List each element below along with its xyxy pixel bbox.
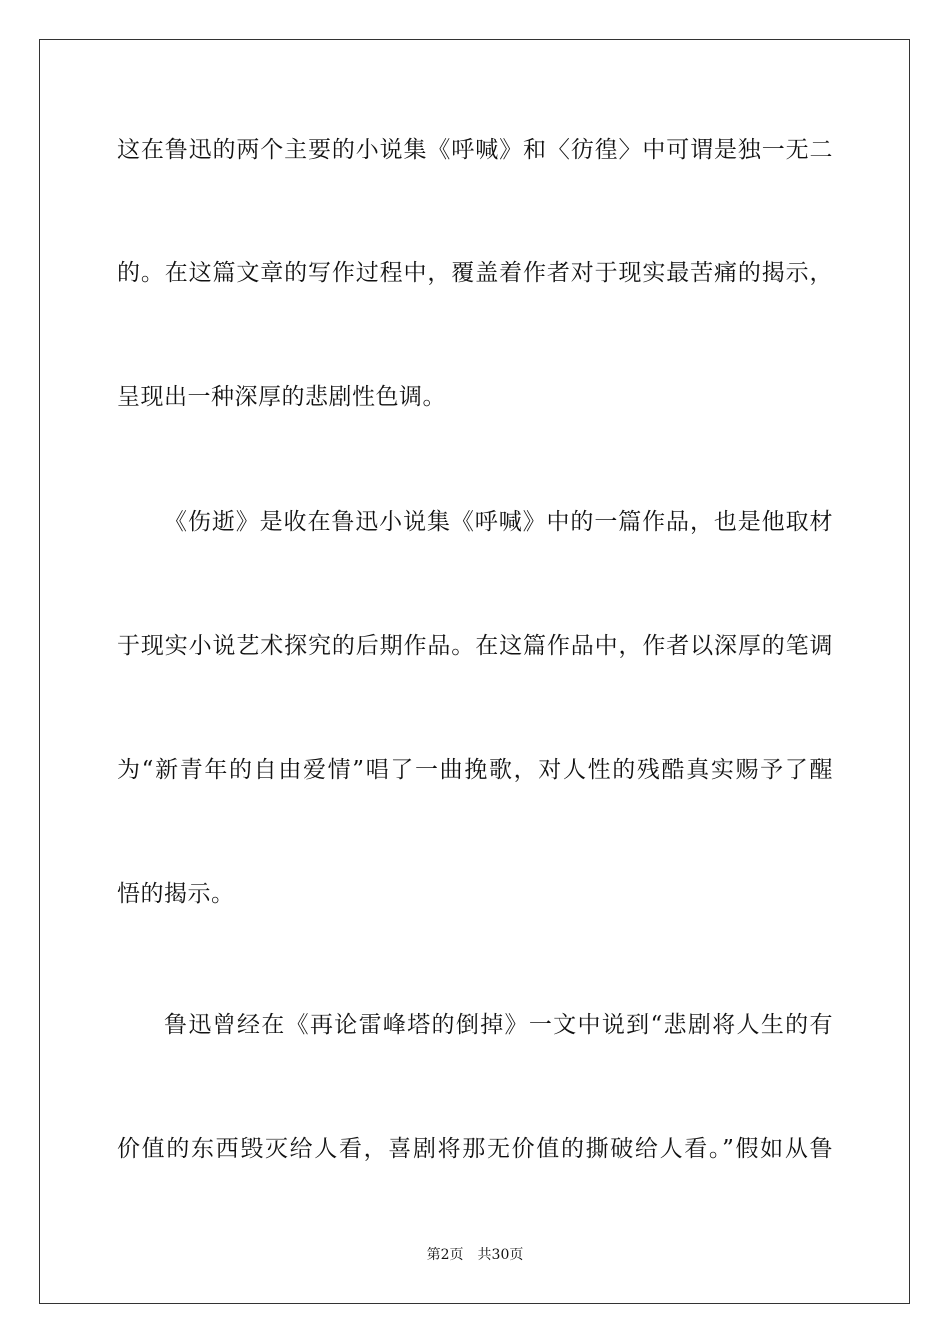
page-total: 共30页 [477, 1247, 524, 1263]
page-border [39, 39, 910, 1304]
page-footer [0, 1246, 950, 1264]
text-line: 呈现出一种深厚的悲剧性色调。 [117, 384, 446, 410]
text-line: 鲁迅曾经在《再论雷峰塔的倒掉》一文中说到“悲剧将人生的有 [164, 1012, 833, 1038]
text-line: 于现实小说艺术探究的后期作品。在这篇作品中，作者以深厚的笔调 [117, 633, 833, 659]
page-number: 第2页 [426, 1247, 464, 1263]
text-line: 《伤逝》是收在鲁迅小说集《呼喊》中的一篇作品，也是他取材 [164, 509, 833, 535]
text-line: 的。在这篇文章的写作过程中，覆盖着作者对于现实最苦痛的揭示， [117, 260, 833, 286]
text-line: 价值的东西毁灭给人看，喜剧将那无价值的撕破给人看。”假如从鲁 [117, 1136, 833, 1162]
text-line: 悟的揭示。 [117, 881, 235, 907]
text-line: 这在鲁迅的两个主要的小说集《呼喊》和〈彷徨〉中可谓是独一无二 [117, 137, 833, 163]
text-line: 为“新青年的自由爱情”唱了一曲挽歌，对人性的残酷真实赐予了醒 [117, 757, 833, 783]
